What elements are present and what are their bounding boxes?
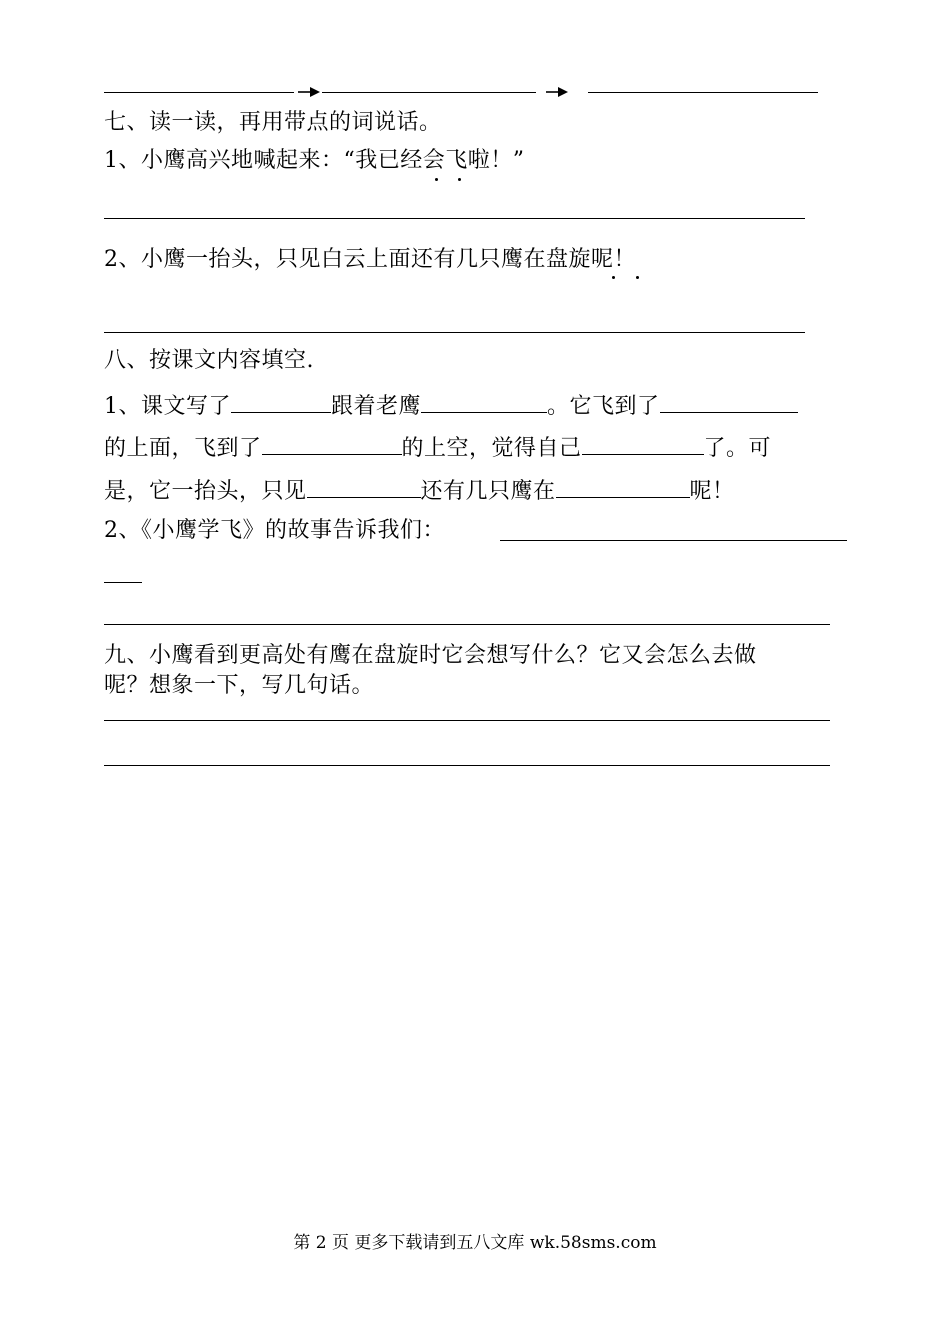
blank[interactable] (307, 473, 421, 498)
section-heading: 九、小鹰看到更高处有鹰在盘旋时它会想写什么？它又会怎么去做 (104, 643, 757, 668)
blank[interactable] (262, 430, 402, 455)
emphasis-dot (636, 276, 639, 279)
fill-text: 。它飞到了 (547, 394, 660, 419)
blank[interactable] (556, 473, 690, 498)
blank[interactable] (660, 388, 798, 413)
fill-text: 1、课文写了 (104, 394, 231, 419)
blank[interactable] (582, 430, 704, 455)
fill-blank-line (104, 388, 798, 422)
answer-line (500, 540, 847, 541)
answer-line (322, 92, 536, 93)
question-text: 1、小鹰高兴地喊起来：“我已经会飞啦！” (104, 148, 525, 173)
answer-line (104, 582, 142, 583)
answer-line (104, 218, 805, 219)
answer-line (104, 624, 830, 625)
fill-text: 的上空，觉得自己 (401, 436, 582, 461)
fill-text: 是，它一抬头，只见 (104, 479, 307, 504)
blank[interactable] (231, 388, 331, 413)
fill-blank-line (104, 473, 735, 507)
fill-text: 跟着老鹰 (331, 394, 422, 419)
section-heading: 呢？想象一下，写几句话。 (104, 673, 375, 698)
fill-blank-line (104, 430, 771, 464)
blank[interactable] (421, 388, 547, 413)
answer-line (104, 92, 294, 93)
question-text: 2、《小鹰学飞》的故事告诉我们： (104, 518, 445, 543)
fill-text: 呢！ (689, 479, 735, 504)
section-heading: 七、读一读，再用带点的词说话。 (104, 110, 442, 135)
arrow-right-icon (298, 85, 320, 99)
arrow-right-icon (546, 85, 568, 99)
section-heading: 八、按课文内容填空. (104, 348, 314, 373)
fill-text: 的上面，飞到了 (104, 436, 262, 461)
fill-text: 还有几只鹰在 (420, 479, 556, 504)
answer-line (104, 765, 830, 766)
emphasis-dot (435, 178, 438, 181)
emphasis-dot (612, 276, 615, 279)
page-footer: 第 2 页 更多下载请到五八文库 wk.58sms.com (293, 1233, 657, 1253)
answer-line (104, 720, 830, 721)
answer-line (588, 92, 818, 93)
answer-line (104, 332, 805, 333)
emphasis-dot (458, 178, 461, 181)
fill-text: 了。可 (703, 436, 772, 461)
question-text: 2、小鹰一抬头，只见白云上面还有几只鹰在盘旋呢！ (104, 247, 636, 272)
